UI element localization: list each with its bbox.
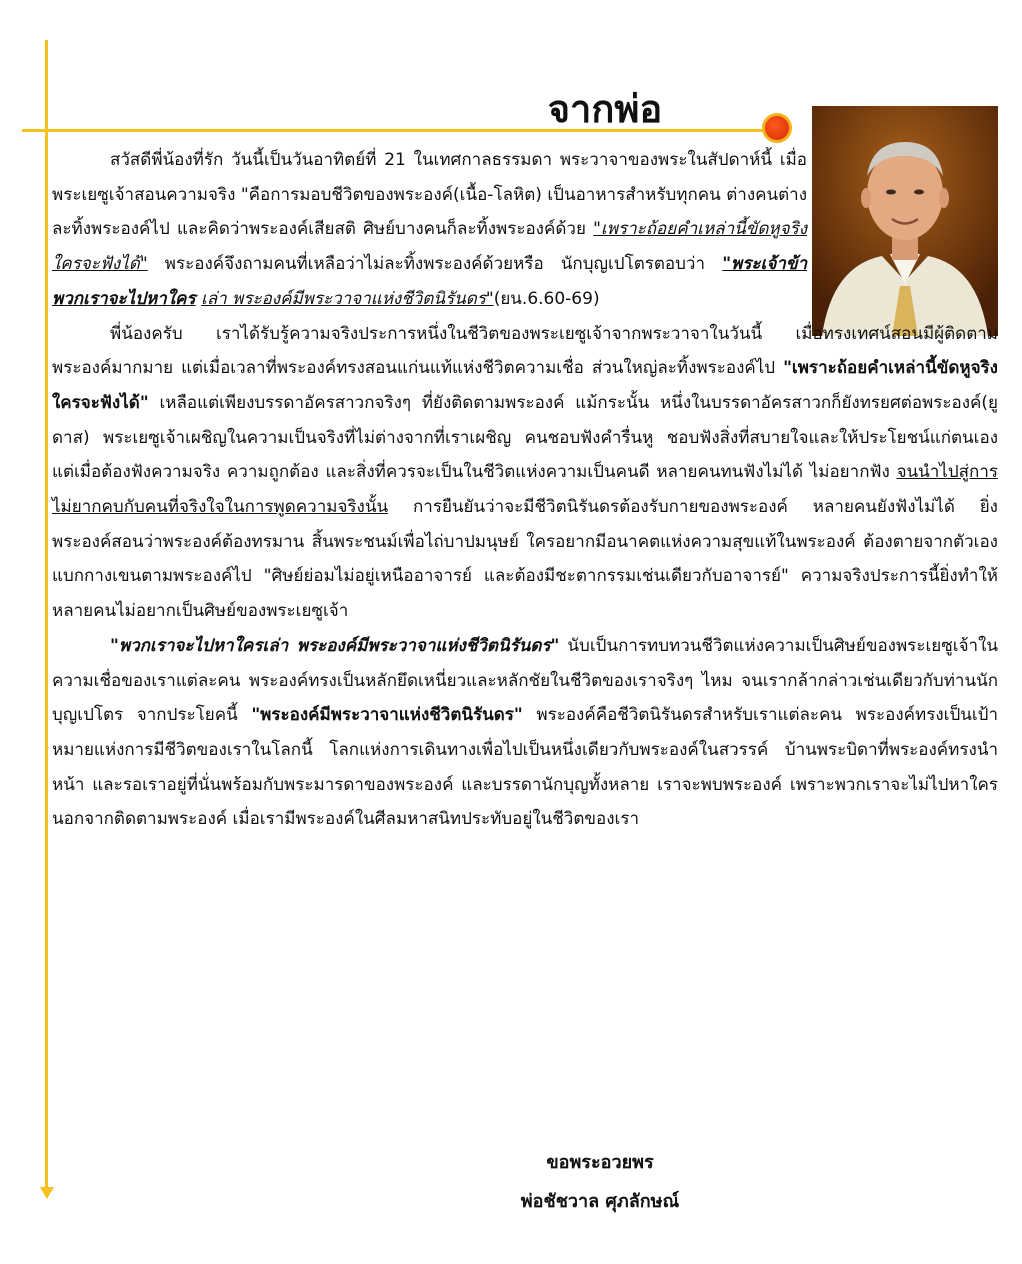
paragraph-2-text-a: พี่น้องครับ เราได้รับรู้ความจริงประการหนึ่งในชีวิตของพระเยซูเจ้าจากพระวาจาในวันนี้ เมื่อทรงเทศน์สอนมีผู้ติดตามพระองค์มากมาย แต่เมื่อเวลาที่พระองค์ทรงสอนแก่นแท้แห่งชีวิตความเชื่อ ส่วนใหญ่ละทิ้งพระองค์ไป bbox=[52, 323, 998, 379]
signature: พ่อชัชวาล ศุภลักษณ์ bbox=[520, 1191, 680, 1212]
page-title: จากพ่อ bbox=[547, 86, 663, 131]
paragraph-3-text-a: นับเป็นการทบทวนชีวิตแห่งความเป็นศิษย์ของพระเยซูเจ้าในความเชื่อของเราแต่ละคน พระองค์ทรงเป็นหลักยึดเหนี่ยวและหลักชัยในชีวิตของเราจริงๆ ไหม จนเรากล้ากล่าวเช่นเดียวกับท่านนักบุญเปโตร จากประโยคนี้ bbox=[52, 635, 998, 726]
paragraph-2-text-b: เหลือแต่เพียงบรรดาอัครสาวกจริงๆ ที่ยังติดตามพระองค์ แม้กระนั้น หนึ่งในบรรดาอัครสาวกก็ยังทรยศต่อพระองค์(ยูดาส) พระเยซูเจ้าเผชิญในความเป็นจริงที่ไม่ต่างจากที่เราเผชิญ คนชอบฟังคำรื่นหู ชอบฟังสิ่งที่สบายใจและให้ประโยชน์แก่ตนเอง แต่เมื่อต้องฟังความจริง ความถูกต้อง และสิ่งที่ควรจะเป็นในชีวิตแห่งความเป็นคนดี หลายคนทนฟังไม่ได้ ไม่อยากฟัง bbox=[52, 392, 998, 483]
paragraph-2 bbox=[52, 317, 998, 629]
left-vertical-rule bbox=[45, 40, 48, 1188]
paragraph-1-text-a: สวัสดีพี่น้องที่รัก วันนี้เป็นวันอาทิตย์ที่ 21 ในเทศกาลธรรมดา พระวาจาของพระในสัปดาห์นี้ เมื่อพระเยซูเจ้าสอนความจริง "คือการมอบชีวิตของพระองค์(เนื้อ-โลหิต) เป็นอาหารสำหรับทุกคน ต่างคนต่างละทิ้งพระองค์ไป และคิดว่าพระองค์เสียสติ ศิษย์บางคนก็ละทิ้งพระองค์ด้วย bbox=[52, 150, 807, 240]
quote-1: "เพราะถ้อยคำเหล่านี้ขัดหูจริง ใครจะฟังได้" bbox=[52, 219, 807, 275]
paragraph-1-text-b: พระองค์จึงถามคนที่เหลือว่าไม่ละทิ้งพระองค์ด้วยหรือ นักบุญเปโตรตอบว่า bbox=[147, 254, 723, 275]
bold-quote-1: "เพราะถ้อยคำเหล่านี้ขัดหูจริง ใครจะฟังได้" bbox=[52, 358, 998, 413]
paragraph-2-text-c: การยืนยันว่าจะมีชีวิตนิรันดรต้องรับกายของพระองค์ หลายคนยังฟังไม่ได้ ยิ่งพระองค์สอนว่าพระองค์ต้องทรมาน สิ้นพระชนม์เพื่อไถ่บาปมนุษย์ ใครอยากมีอนาคตแห่งความสุขแท้ในพระองค์ ต้องตายจากตัวเอง แบกกางเขนตามพระองค์ไป "ศิษย์ย่อมไม่อยู่เหนืออาจารย์ และต้องมีชะตากรรมเช่นเดียวกับอาจารย์" ความจริงประการนี้ยิ่งทำให้หลายคนไม่อยากเป็นศิษย์ของพระเยซูเจ้า bbox=[52, 497, 998, 622]
quote-2-bold: "พระเจ้าข้า พวกเราจะไปหาใคร bbox=[52, 254, 807, 309]
underlined-sentence: จนนำไปสู่การไม่ยากคบกับคนที่จริงใจในการพูดความจริงนั้น bbox=[52, 462, 998, 518]
arrow-down-icon bbox=[40, 1187, 54, 1199]
letter-body bbox=[52, 143, 998, 837]
paragraph-3-text-b: พระองค์คือชีวิตนิรันดรสำหรับเราแต่ละคน พระองค์ทรงเป็นเป้าหมายแห่งการมีชีวิตของเราในโลกนี้ โลกแห่งการเดินทางเพื่อไปเป็นหนึ่งเดียวกับพระองค์ในสวรรค์ บ้านพระบิดาที่พระองค์ทรงนำหน้า และรอเราอยู่ที่นั่นพร้อมกับพระมารดาของพระองค์ และบรรดานักบุญทั้งหลาย เราจะพบพระองค์ เพราะพวกเราจะไม่ไปหาใคร นอกจากติดตามพระองค์ เมื่อเรามีพระองค์ในศีลมหาสนิทประทับอยู่ในชีวิตของเรา bbox=[52, 705, 998, 830]
closing-blessing: ขอพระอวยพร bbox=[546, 1152, 654, 1173]
scripture-reference: (ยน.6.60-69) bbox=[493, 288, 600, 309]
red-dot-icon bbox=[762, 113, 792, 143]
italic-quote-1: "พวกเราจะไปหาใครเล่า พระองค์มีพระวาจาแห่งชีวิตนิรันดร" bbox=[110, 635, 560, 656]
bold-quote-2: "พระองค์มีพระวาจาแห่งชีวิตนิรันดร" bbox=[251, 705, 523, 726]
paragraph-3 bbox=[52, 629, 998, 837]
paragraph-1 bbox=[52, 143, 807, 317]
quote-2-rest: เล่า พระองค์มีพระวาจาแห่งชีวิตนิรันดร" bbox=[200, 288, 494, 309]
